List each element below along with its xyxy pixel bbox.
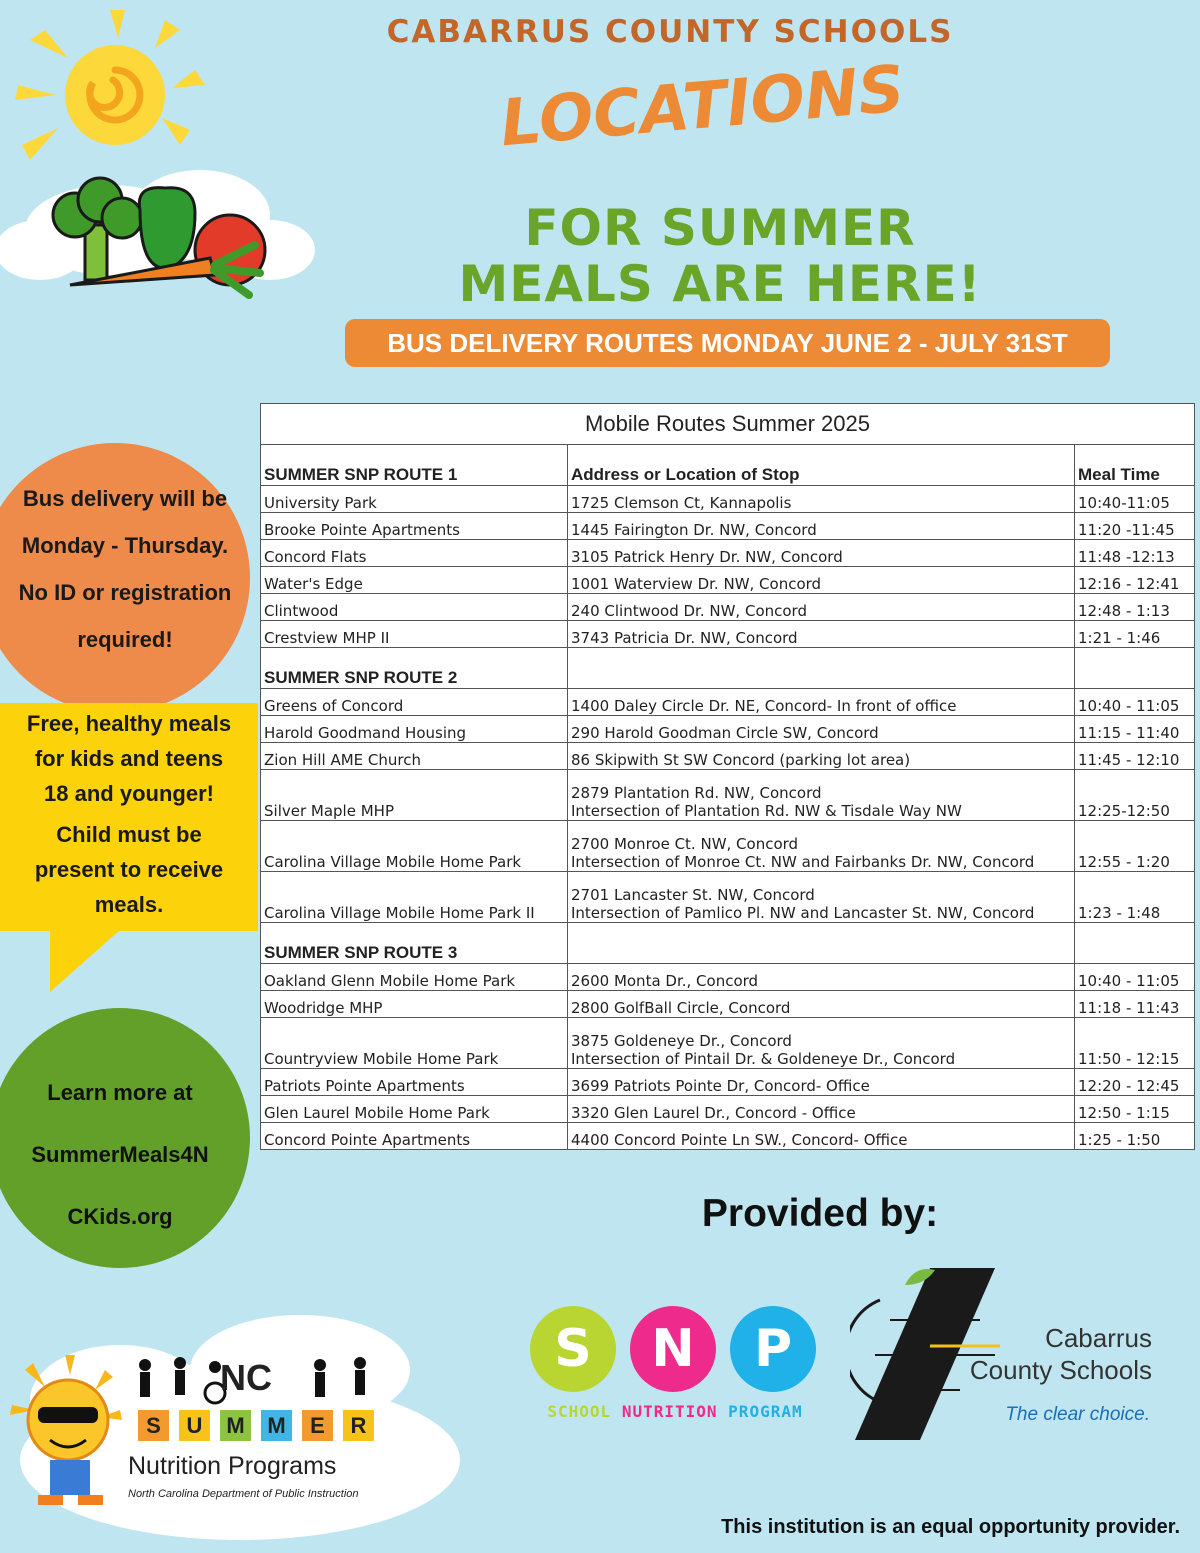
ccs-name — [948, 1322, 1152, 1386]
table-row — [261, 770, 1195, 821]
ccs-tagline: The clear choice. — [1005, 1404, 1150, 1425]
stop-meal-time: 10:40 - 11:05 — [1075, 964, 1195, 991]
stop-address-line: 2879 Plantation Rd. NW, Concord — [571, 784, 822, 802]
yellow-info-line: 18 and younger! — [44, 781, 214, 806]
snp-letter-n: N — [630, 1306, 716, 1392]
yellow-info-line: meals. — [94, 892, 164, 917]
orange-info-line: required! — [77, 627, 173, 652]
table-row — [261, 964, 1195, 991]
stop-location: Woodridge MHP — [261, 991, 568, 1018]
table-row — [261, 486, 1195, 513]
stop-address-line: 1001 Waterview Dr. NW, Concord — [571, 575, 822, 593]
route-header-row — [261, 445, 1195, 486]
stop-address-line: 3105 Patrick Henry Dr. NW, Concord — [571, 548, 843, 566]
empty-cell — [1075, 648, 1195, 689]
stop-meal-time: 11:20 -11:45 — [1075, 513, 1195, 540]
stop-meal-time: 10:40 - 11:05 — [1075, 689, 1195, 716]
table-row — [261, 821, 1195, 872]
snp-letter-p: P — [730, 1306, 816, 1392]
summer-tile: M — [220, 1410, 251, 1441]
mobile-routes-table — [260, 403, 1195, 1150]
table-row — [261, 991, 1195, 1018]
yellow-info-line: for kids and teens — [34, 746, 224, 771]
stop-location: Carolina Village Mobile Home Park II — [261, 872, 568, 923]
stop-meal-time: 11:48 -12:13 — [1075, 540, 1195, 567]
route-name: SUMMER SNP ROUTE 3 — [261, 923, 568, 964]
snp-tagline — [530, 1402, 820, 1421]
snp-tag-word: PROGRAM — [728, 1402, 803, 1421]
ccs-name-line: County Schools — [969, 1355, 1152, 1385]
stop-address-line: 1400 Daley Circle Dr. NE, Concord- In front of office — [571, 697, 957, 715]
stop-address-line: 1445 Fairington Dr. NW, Concord — [571, 521, 817, 539]
stop-address — [568, 621, 1075, 648]
yellow-info-text — [0, 706, 258, 928]
stop-location: Concord Pointe Apartments — [261, 1123, 568, 1150]
summer-tile: U — [179, 1410, 210, 1441]
stop-address — [568, 716, 1075, 743]
green-info-text — [0, 1062, 240, 1248]
stop-meal-time: 12:48 - 1:13 — [1075, 594, 1195, 621]
summer-tile: S — [138, 1410, 169, 1441]
stop-address-line: Intersection of Pintail Dr. & Goldeneye Dr., Concord — [571, 1050, 956, 1068]
stop-meal-time: 1:23 - 1:48 — [1075, 872, 1195, 923]
stop-address — [568, 1018, 1075, 1069]
column-header-address: Address or Location of Stop — [568, 445, 1075, 486]
snp-tag-word: NUTRITION — [621, 1402, 718, 1421]
stop-address-line: 1725 Clemson Ct, Kannapolis — [571, 494, 792, 512]
stop-location: Silver Maple MHP — [261, 770, 568, 821]
stop-meal-time: 12:25-12:50 — [1075, 770, 1195, 821]
stop-meal-time: 11:50 - 12:15 — [1075, 1018, 1195, 1069]
summer-tile: R — [343, 1410, 374, 1441]
yellow-info-line: present to receive — [34, 857, 224, 882]
stop-address — [568, 513, 1075, 540]
stop-location: Crestview MHP II — [261, 621, 568, 648]
snp-tag-word: SCHOOL — [547, 1402, 612, 1421]
stop-meal-time: 11:15 - 11:40 — [1075, 716, 1195, 743]
table-row — [261, 621, 1195, 648]
table-row — [261, 689, 1195, 716]
stop-address — [568, 540, 1075, 567]
stop-location: Water's Edge — [261, 567, 568, 594]
stop-meal-time: 12:55 - 1:20 — [1075, 821, 1195, 872]
stop-address — [568, 872, 1075, 923]
stop-location: Zion Hill AME Church — [261, 743, 568, 770]
stop-address-line: 2600 Monta Dr., Concord — [571, 972, 759, 990]
equal-opportunity-footer: This institution is an equal opportunity provider. — [721, 1516, 1180, 1538]
stop-address-line: 3699 Patriots Pointe Dr, Concord- Office — [571, 1077, 870, 1095]
sun-mascot-icon — [10, 1355, 130, 1515]
stop-address — [568, 770, 1075, 821]
route-name: SUMMER SNP ROUTE 2 — [261, 648, 568, 689]
stop-address — [568, 1069, 1075, 1096]
snp-letter-s: S — [530, 1306, 616, 1392]
table-row — [261, 716, 1195, 743]
stop-address — [568, 594, 1075, 621]
stop-address-line: Intersection of Pamlico Pl. NW and Lancaster St. NW, Concord — [571, 904, 1035, 922]
nc-title: NC — [220, 1357, 272, 1398]
summer-meals-line1: FOR SUMMER — [524, 199, 916, 257]
sun-icon — [15, 10, 205, 160]
orange-info-line: Bus delivery will be — [22, 486, 228, 511]
stop-address-line: 86 Skipwith St SW Concord (parking lot area) — [571, 751, 911, 769]
website-link[interactable]: SummerMeals4N — [31, 1142, 209, 1167]
stop-meal-time: 12:50 - 1:15 — [1075, 1096, 1195, 1123]
stop-meal-time: 12:20 - 12:45 — [1075, 1069, 1195, 1096]
stop-address — [568, 486, 1075, 513]
summer-meals-title — [330, 200, 1110, 312]
orange-info-text — [0, 475, 250, 663]
stop-address — [568, 567, 1075, 594]
stop-meal-time: 11:45 - 12:10 — [1075, 743, 1195, 770]
stop-address — [568, 821, 1075, 872]
stop-address-line: 3320 Glen Laurel Dr., Concord - Office — [571, 1104, 856, 1122]
stop-location: Greens of Concord — [261, 689, 568, 716]
table-row — [261, 1069, 1195, 1096]
table-title-row — [261, 404, 1195, 445]
stop-location: Carolina Village Mobile Home Park — [261, 821, 568, 872]
summer-tiles — [138, 1410, 388, 1444]
column-header-time: Meal Time — [1075, 445, 1195, 486]
ccs-name-line: Cabarrus — [1045, 1323, 1152, 1353]
table-row — [261, 540, 1195, 567]
stop-location: Concord Flats — [261, 540, 568, 567]
stop-address — [568, 1096, 1075, 1123]
bus-delivery-banner: BUS DELIVERY ROUTES MONDAY JUNE 2 - JULY 31ST — [345, 319, 1110, 367]
yellow-info-line: Free, healthy meals — [26, 711, 232, 736]
stop-location: University Park — [261, 486, 568, 513]
district-title: CABARRUS COUNTY SCHOOLS — [386, 14, 954, 50]
stop-meal-time: 1:21 - 1:46 — [1075, 621, 1195, 648]
empty-cell — [568, 923, 1075, 964]
website-link[interactable]: CKids.org — [67, 1204, 173, 1229]
stop-address-line: 290 Harold Goodman Circle SW, Concord — [571, 724, 879, 742]
stop-location: Patriots Pointe Apartments — [261, 1069, 568, 1096]
table-row — [261, 513, 1195, 540]
stop-address — [568, 964, 1075, 991]
table-title: Mobile Routes Summer 2025 — [261, 404, 1195, 445]
stop-address-line: 2700 Monroe Ct. NW, Concord — [571, 835, 799, 853]
stop-address-line: Intersection of Plantation Rd. NW & Tisdale Way NW — [571, 802, 962, 820]
stop-address-line: 240 Clintwood Dr. NW, Concord — [571, 602, 807, 620]
orange-info-line: No ID or registration — [18, 580, 232, 605]
stop-location: Clintwood — [261, 594, 568, 621]
stop-address-line: 2701 Lancaster St. NW, Concord — [571, 886, 815, 904]
locations-title: LOCATIONS — [497, 52, 908, 162]
stop-meal-time: 11:18 - 11:43 — [1075, 991, 1195, 1018]
nc-programs-text: Nutrition Programs — [128, 1452, 337, 1480]
provided-by-heading: Provided by: — [701, 1192, 939, 1235]
green-info-line: Learn more at — [47, 1080, 193, 1105]
route-name: SUMMER SNP ROUTE 1 — [261, 445, 568, 486]
table-row — [261, 872, 1195, 923]
stop-address-line: Intersection of Monroe Ct. NW and Fairbanks Dr. NW, Concord — [571, 853, 1035, 871]
table-row — [261, 1018, 1195, 1069]
summer-tile: E — [302, 1410, 333, 1441]
table-row — [261, 743, 1195, 770]
stop-address — [568, 689, 1075, 716]
stop-location: Oakland Glenn Mobile Home Park — [261, 964, 568, 991]
stop-location: Brooke Pointe Apartments — [261, 513, 568, 540]
stop-location: Countryview Mobile Home Park — [261, 1018, 568, 1069]
summer-tile: M — [261, 1410, 292, 1441]
empty-cell — [1075, 923, 1195, 964]
stop-address — [568, 1123, 1075, 1150]
stop-address-line: 3875 Goldeneye Dr., Concord — [571, 1032, 792, 1050]
stop-address-line: 2800 GolfBall Circle, Concord — [571, 999, 791, 1017]
stop-meal-time: 12:16 - 12:41 — [1075, 567, 1195, 594]
speech-bubble-tail — [50, 930, 120, 992]
stop-location: Glen Laurel Mobile Home Park — [261, 1096, 568, 1123]
stop-location: Harold Goodmand Housing — [261, 716, 568, 743]
stop-address — [568, 991, 1075, 1018]
stop-meal-time: 10:40-11:05 — [1075, 486, 1195, 513]
stop-address-line: 3743 Patricia Dr. NW, Concord — [571, 629, 798, 647]
empty-cell — [568, 648, 1075, 689]
sun-vegetables-illustration — [0, 0, 320, 310]
route-header-row — [261, 648, 1195, 689]
table-row — [261, 1123, 1195, 1150]
yellow-info-line: Child must be — [56, 822, 202, 847]
stop-meal-time: 1:25 - 1:50 — [1075, 1123, 1195, 1150]
table-row — [261, 567, 1195, 594]
route-header-row — [261, 923, 1195, 964]
orange-info-line: Monday - Thursday. — [21, 533, 229, 558]
summer-meals-line2: MEALS ARE HERE! — [458, 255, 982, 313]
table-row — [261, 594, 1195, 621]
nc-department-text: North Carolina Department of Public Instruction — [128, 1488, 359, 1500]
table-row — [261, 1096, 1195, 1123]
stop-address — [568, 743, 1075, 770]
stop-address-line: 4400 Concord Pointe Ln SW., Concord- Office — [571, 1131, 908, 1149]
